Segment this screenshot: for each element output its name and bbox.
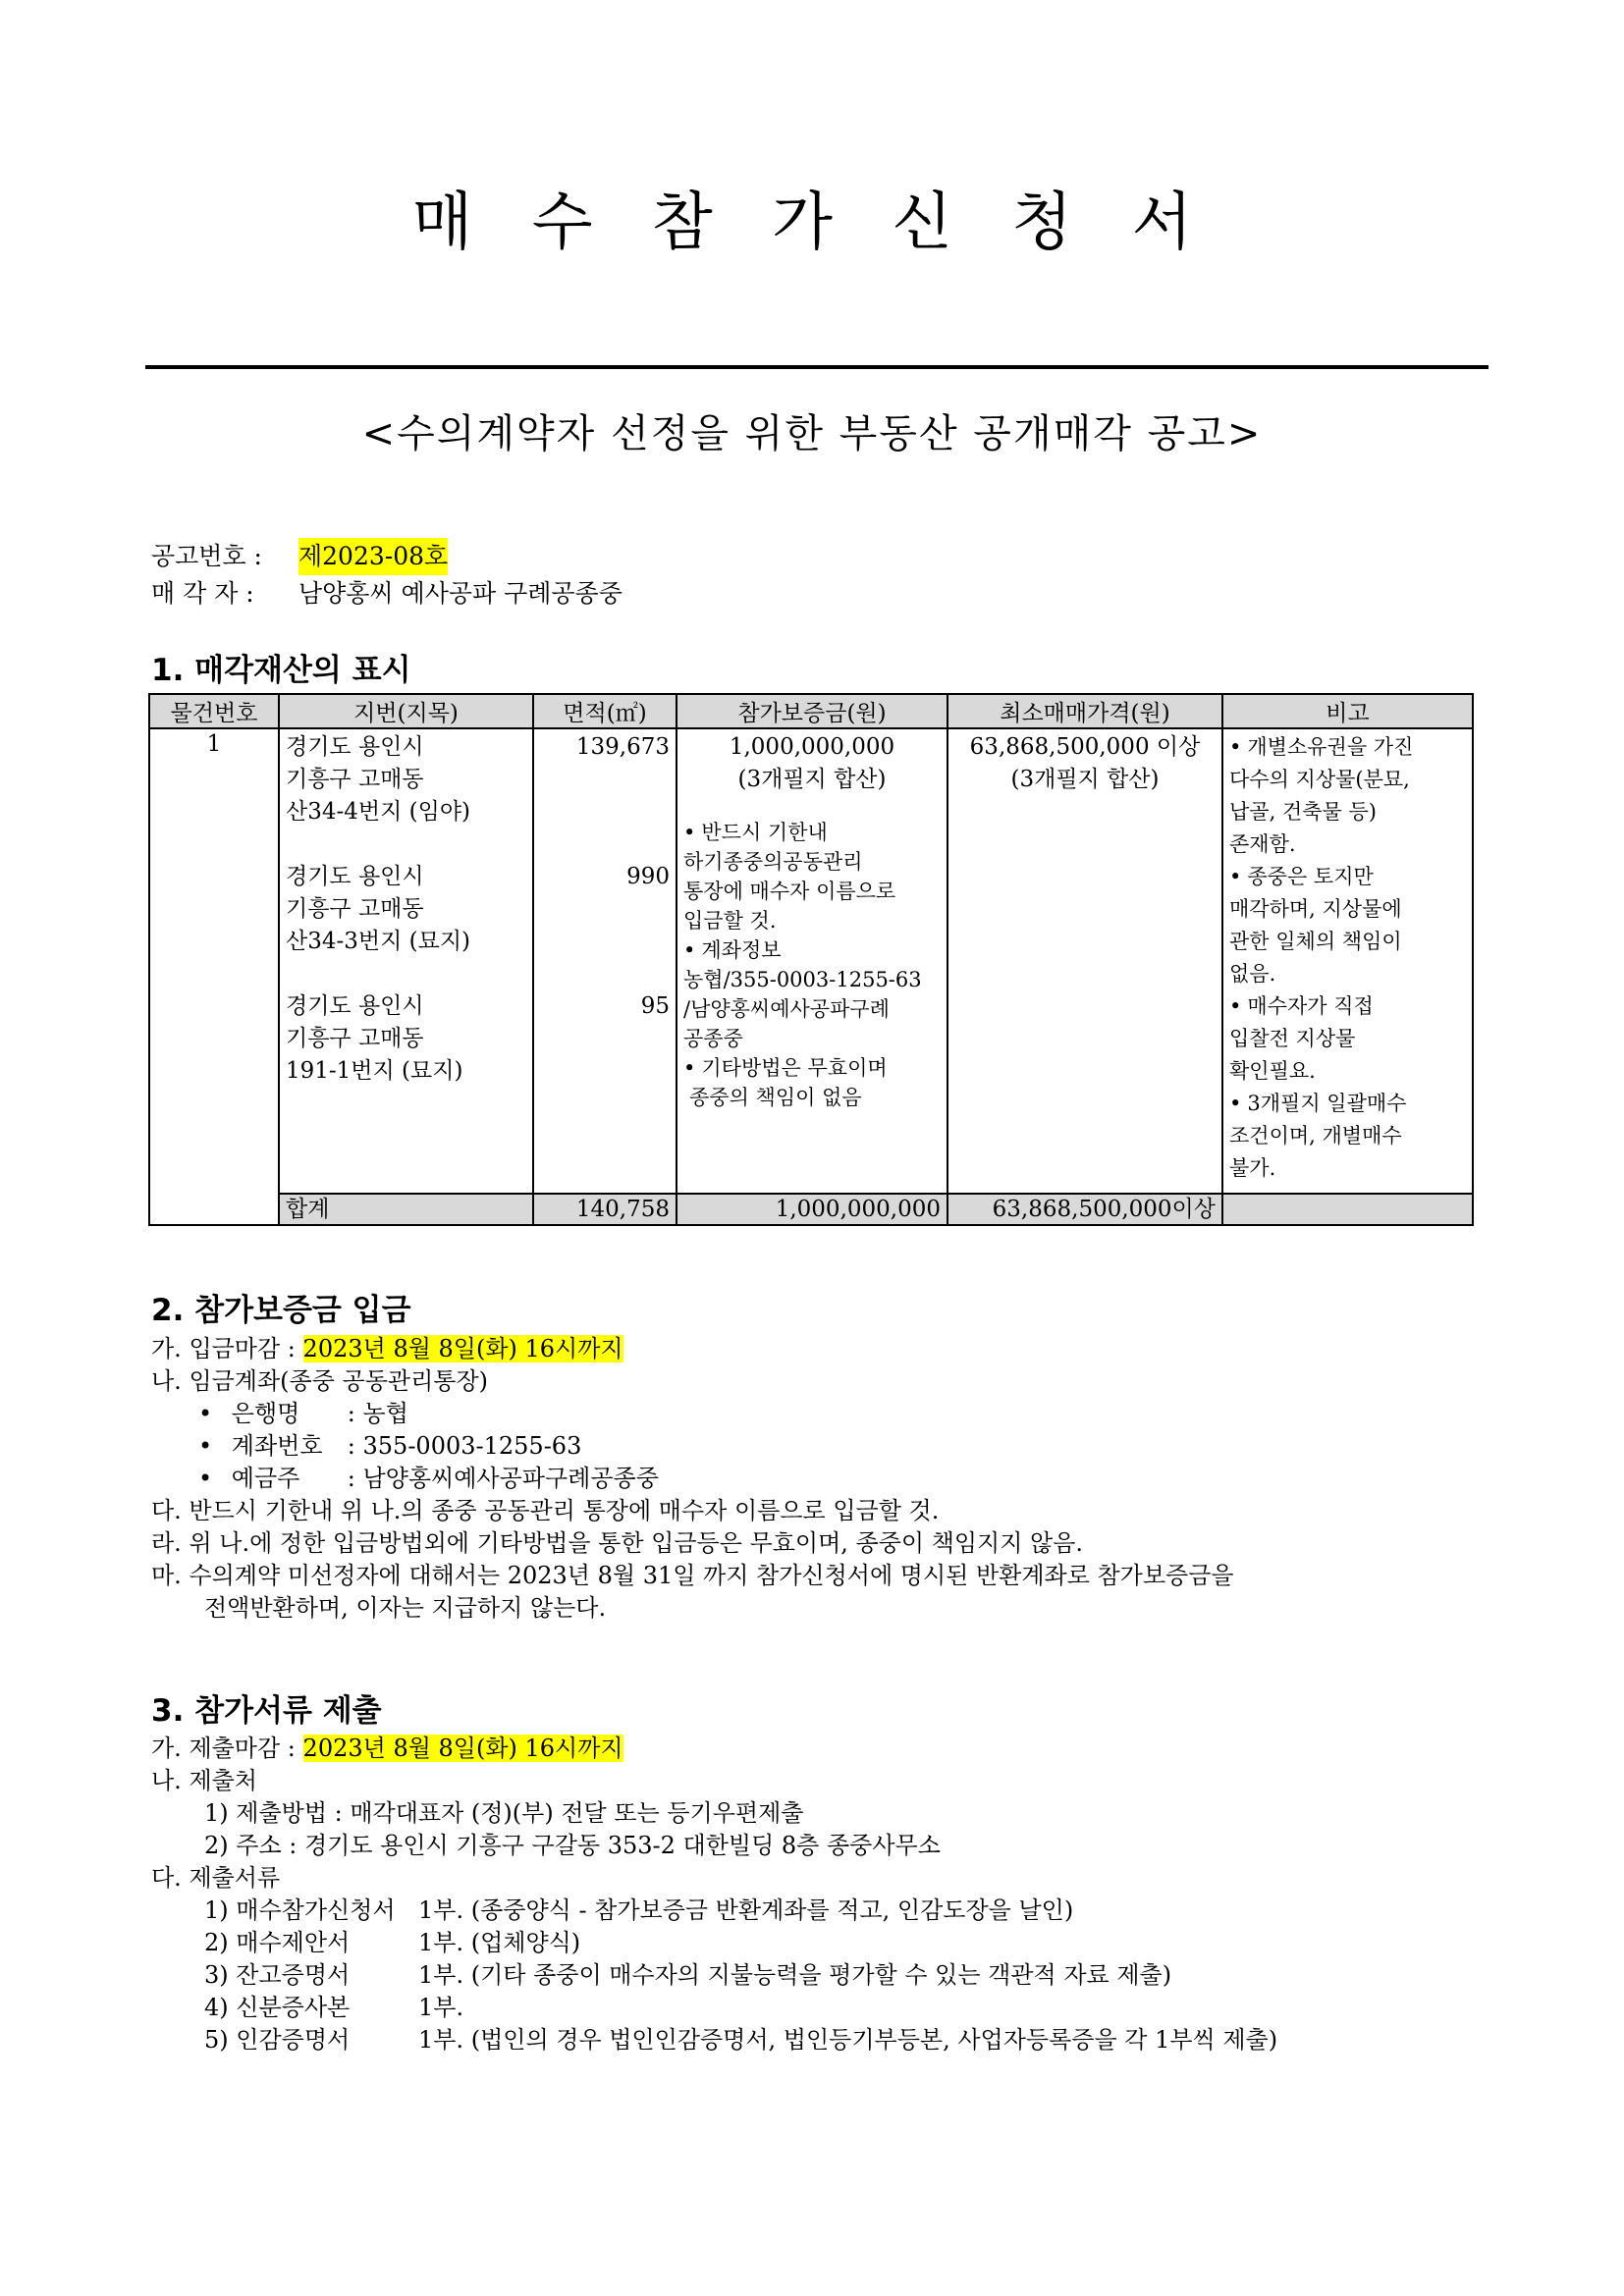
deposit-cell	[677, 728, 947, 1194]
parcel-1-area: 139,673	[575, 734, 670, 760]
deposit-bullet-1-l3: 통장에 매수자 이름으로	[683, 880, 896, 903]
deposit-bullet-3-l2: 종중의 책임이 없음	[689, 1086, 862, 1109]
remark-3-l2: 입찰전 지상물	[1229, 1027, 1356, 1050]
remark-2: • 종중은 토지만	[1229, 861, 1466, 893]
remark-2-l4: 없음.	[1229, 962, 1276, 986]
doc-5-name: 5) 인감증명서	[204, 2026, 351, 2054]
submit-address: 2) 주소 : 경기도 용인시 기흥구 구갈동 353-2 대한빌딩 8층 종중사무소	[204, 1832, 941, 1859]
bank-value: : 농협	[347, 1400, 408, 1427]
section2-item-c: 다. 반드시 기한내 위 나.의 종중 공동관리 통장에 매수자 이름으로 입금할 것.	[151, 1497, 940, 1524]
parcel-cell	[279, 728, 533, 1194]
doc-list-item	[151, 1895, 1277, 1927]
table-header-row	[149, 694, 1473, 728]
seller-label: 매 각 자 :	[151, 579, 254, 608]
section3-title: 3. 참가서류 제출	[151, 1693, 382, 1729]
section2-item-e-cont: 전액반환하며, 이자는 지급하지 않는다.	[204, 1594, 607, 1622]
title-divider	[145, 365, 1489, 369]
table-row	[149, 728, 1473, 1194]
remark-4-l2: 조건이며, 개별매수	[1229, 1124, 1402, 1148]
deposit-bullet-1: • 반드시 기한내	[683, 818, 941, 847]
seller-value: 남양홍씨 예사공파 구례공종중	[298, 579, 623, 608]
doc-2-desc: 1부. (업체양식)	[418, 1929, 581, 1956]
remark-3: • 매수자가 직접	[1229, 990, 1466, 1023]
parcel-1-line1: 경기도 용인시	[286, 734, 424, 760]
document-title: 매 수 참 가 신 청 서	[411, 187, 1213, 259]
doc-4-name: 4) 신분증사본	[204, 1994, 351, 2021]
doc-1-name: 1) 매수참가신청서	[204, 1896, 396, 1924]
submit-method: 1) 제출방법 : 매각대표자 (정)(부) 전달 또는 등기우편제출	[204, 1799, 804, 1827]
account-label: 계좌번호	[231, 1432, 323, 1460]
deposit-bullet-3: • 기타방법은 무효이며	[683, 1053, 941, 1083]
table-total-row	[149, 1194, 1473, 1225]
deposit-account-heading: 나. 임금계좌(종중 공동관리통장)	[151, 1367, 489, 1395]
doc-4-desc: 1부.	[418, 1994, 464, 2021]
min-price-amount: 63,868,500,000 이상	[969, 734, 1201, 760]
remark-1-l4: 존재함.	[1229, 832, 1296, 856]
doc-list-item	[151, 1959, 1277, 1992]
total-area: 140,758	[533, 1194, 677, 1225]
deposit-deadline-line	[151, 1333, 1234, 1365]
min-price-note: (3개필지 합산)	[1010, 767, 1160, 792]
doc-list-item	[151, 1927, 1277, 1959]
header-lot: 지번(지목)	[279, 694, 533, 728]
bank-label: 은행명	[231, 1400, 300, 1427]
header-remarks: 비고	[1222, 694, 1473, 728]
submit-deadline-label: 가. 제출마감 :	[151, 1735, 296, 1762]
parcel-2-line3: 산34-3번지 (묘지)	[286, 929, 471, 954]
deposit-bullet-1-l2: 하기종중의공동관리	[683, 850, 863, 874]
remark-2-l3: 관한 일체의 책임이	[1229, 930, 1402, 953]
section3-body	[151, 1733, 1277, 2056]
account-line	[151, 1430, 1234, 1463]
deposit-bullet-2-l3: /남양홍씨예사공파구례	[683, 997, 890, 1021]
deposit-deadline-label: 가. 입금마감 :	[151, 1335, 296, 1362]
remarks-cell	[1222, 728, 1473, 1194]
account-value: : 355-0003-1255-63	[347, 1432, 582, 1460]
bank-line	[151, 1398, 1234, 1430]
submit-deadline-line	[151, 1733, 1277, 1765]
section2-title: 2. 참가보증금 입금	[151, 1293, 411, 1328]
header-item-no: 물건번호	[149, 694, 279, 728]
parcel-3-area: 95	[640, 993, 670, 1019]
parcel-2-area: 990	[626, 864, 670, 889]
deposit-deadline-value: 2023년 8월 8일(화) 16시까지	[302, 1335, 623, 1362]
notice-number-label: 공고번호 :	[151, 542, 262, 570]
doc-3-desc: 1부. (기타 종중이 매수자의 지불능력을 평가할 수 있는 객관적 자료 제출)	[418, 1961, 1172, 1989]
parcel-2-line2: 기흥구 고매동	[286, 896, 424, 922]
min-price-cell	[947, 728, 1222, 1194]
section2-body	[151, 1333, 1234, 1625]
item-number-cell: 1	[149, 728, 279, 1225]
parcel-3-line1: 경기도 용인시	[286, 993, 424, 1019]
seller-row	[151, 575, 623, 613]
doc-list-item	[151, 1992, 1277, 2024]
parcel-1-line3: 산34-4번지 (임야)	[286, 799, 471, 825]
doc-3-name: 3) 잔고증명서	[204, 1961, 351, 1989]
parcel-2-line1: 경기도 용인시	[286, 864, 424, 889]
notice-number-value: 제2023-08호	[298, 538, 448, 575]
doc-5-desc: 1부. (법인의 경우 법인인감증명서, 법인등기부등본, 사업자등록증을 각 1부씩 제출)	[418, 2026, 1278, 2054]
deposit-bullet-2: • 계좌정보	[683, 935, 941, 965]
section2-item-e: 마. 수의계약 미선정자에 대해서는 2023년 8월 31일 까지 참가신청서에 명시된 반환계좌로 참가보증금을	[151, 1562, 1234, 1589]
holder-value: : 남양홍씨예사공파구례공종중	[347, 1465, 659, 1492]
header-area: 면적(㎡)	[533, 694, 677, 728]
section1-title: 1. 매각재산의 표시	[151, 653, 411, 688]
header-deposit: 참가보증금(원)	[677, 694, 947, 728]
doc-2-name: 2) 매수제안서	[204, 1929, 351, 1956]
total-deposit: 1,000,000,000	[677, 1194, 947, 1225]
section2-item-d: 라. 위 나.에 정한 입금방법외에 기타방법을 통한 입금등은 무효이며, 종중이 책임지지 않음.	[151, 1529, 1084, 1557]
remark-1-l3: 납골, 건축물 등)	[1229, 800, 1377, 824]
deposit-bullet-2-l2: 농협/355-0003-1255-63	[683, 968, 922, 991]
submit-deadline-value: 2023년 8월 8일(화) 16시까지	[302, 1735, 623, 1762]
deposit-amount: 1,000,000,000	[729, 734, 895, 760]
remark-2-l2: 매각하며, 지상물에	[1229, 897, 1402, 921]
holder-label: 예금주	[231, 1465, 300, 1492]
total-remarks	[1222, 1194, 1473, 1225]
parcel-3-line2: 기흥구 고매동	[286, 1026, 424, 1051]
doc-list-item	[151, 2024, 1277, 2056]
deposit-note: (3개필지 합산)	[737, 767, 887, 792]
total-label: 합계	[279, 1194, 533, 1225]
total-min-price: 63,868,500,000이상	[947, 1194, 1222, 1225]
doc-1-desc: 1부. (종중양식 - 참가보증금 반환계좌를 적고, 인감도장을 날인)	[418, 1896, 1074, 1924]
document-subtitle: <수의계약자 선정을 위한 부동산 공개매각 공고>	[361, 411, 1263, 456]
holder-line	[151, 1463, 1234, 1495]
parcel-3-line3: 191-1번지 (묘지)	[286, 1058, 463, 1084]
deposit-bullet-2-l4: 공종중	[683, 1027, 743, 1050]
notice-number-row	[151, 538, 623, 575]
notice-meta	[151, 538, 623, 613]
property-table	[148, 693, 1474, 1226]
submit-place-heading: 나. 제출처	[151, 1767, 257, 1794]
area-cell	[533, 728, 677, 1194]
deposit-bullet-1-l4: 입금할 것.	[683, 909, 777, 933]
remark-1: • 개별소유권을 가진	[1229, 731, 1466, 764]
header-min-price: 최소매매가격(원)	[947, 694, 1222, 728]
remark-1-l2: 다수의 지상물(분묘,	[1229, 768, 1410, 791]
remark-4: • 3개필지 일괄매수	[1229, 1088, 1466, 1120]
parcel-1-line2: 기흥구 고매동	[286, 767, 424, 792]
remark-3-l3: 확인필요.	[1229, 1059, 1316, 1083]
submit-docs-heading: 다. 제출서류	[151, 1864, 281, 1892]
remark-4-l3: 불가.	[1229, 1156, 1276, 1180]
